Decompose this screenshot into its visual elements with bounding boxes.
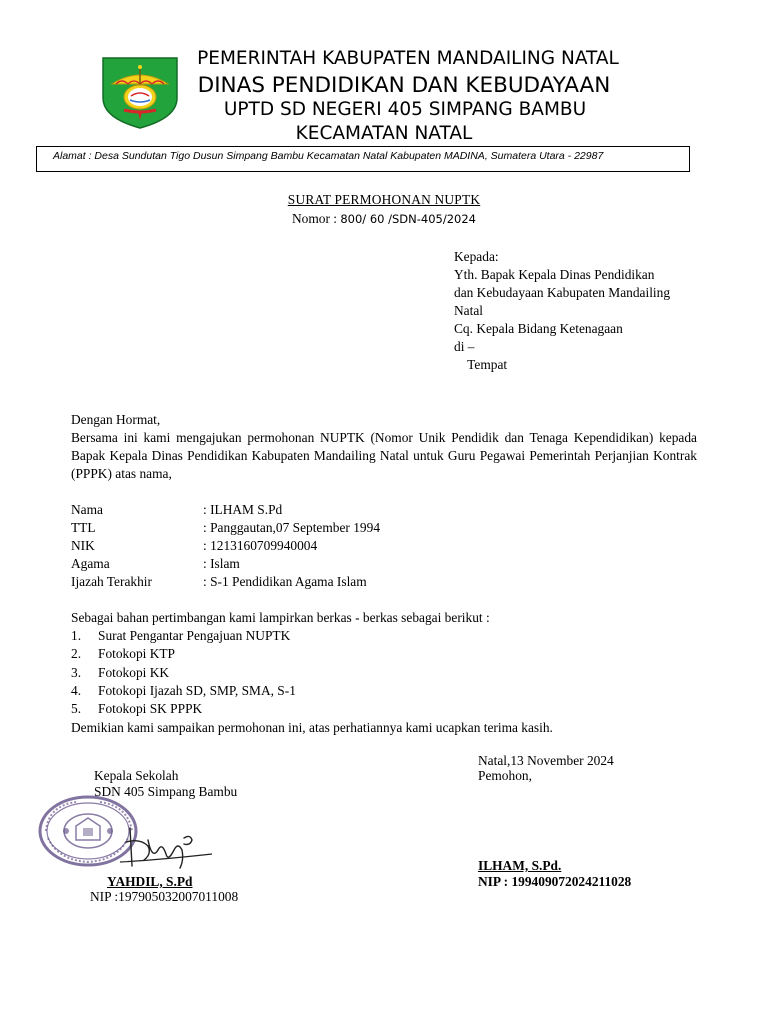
recipient-line: dan Kebudayaan Kabupaten Mandailing <box>454 285 671 300</box>
attachment-number: 2. <box>71 646 82 661</box>
mandailing-natal-emblem-logo <box>100 52 180 130</box>
recipient-line: Kepada: <box>454 249 499 264</box>
identity-value: : Panggautan,07 September 1994 <box>203 520 381 535</box>
letter-number-label: Nomor : <box>291 211 341 226</box>
attachments-intro: Sebagai bahan pertimbangan kami lampirkan berkas - berkas sebagai berikut : <box>71 610 490 625</box>
salutation: Dengan Hormat, <box>71 412 161 427</box>
letterhead-school: UPTD SD NEGERI 405 SIMPANG BAMBU <box>223 99 587 120</box>
attachment-text: Fotokopi SK PPPK <box>98 701 203 716</box>
applicant-name: ILHAM, S.Pd. <box>478 858 562 873</box>
attachment-item <box>71 645 176 663</box>
recipient-line: Yth. Bapak Kepala Dinas Pendidikan <box>454 267 655 282</box>
identity-value: : 1213160709940004 <box>203 538 318 553</box>
attachment-text: Fotokopi Ijazah SD, SMP, SMA, S-1 <box>98 683 296 698</box>
identity-value: : S-1 Pendidikan Agama Islam <box>203 574 367 589</box>
identity-row-nik <box>71 537 318 555</box>
attachment-number: 4. <box>71 683 82 698</box>
letterhead-government: PEMERINTAH KABUPATEN MANDAILING NATAL <box>197 48 619 69</box>
headmaster-nip: NIP :197905032007011008 <box>90 889 239 904</box>
attachment-item <box>71 682 296 700</box>
address-box <box>36 146 690 172</box>
applicant-nip: NIP : 199409072024211028 <box>478 874 632 889</box>
address-text: Alamat : Desa Sundutan Tigo Dusun Simpang Bambu Kecamatan Natal Kabupaten MADINA, Sumatera Utara - 22987 <box>53 150 604 162</box>
attachment-text: Fotokopi KTP <box>98 646 176 661</box>
recipient-line: di – <box>454 339 475 354</box>
closing-sentence: Demikian kami sampaikan permohonan ini, atas perhatiannya kami ucapkan terima kasih. <box>71 720 553 735</box>
attachment-number: 5. <box>71 701 82 716</box>
school-name: SDN 405 Simpang Bambu <box>94 784 238 799</box>
attachment-text: Surat Pengantar Pengajuan NUPTK <box>98 628 291 643</box>
recipient-line: Natal <box>454 303 483 318</box>
attachment-number: 3. <box>71 665 82 680</box>
identity-row-ttl <box>71 519 381 537</box>
identity-row-name <box>71 501 283 519</box>
identity-label: Ijazah Terakhir <box>71 574 152 589</box>
letterhead-agency: DINAS PENDIDIKAN DAN KEBUDAYAAN <box>197 73 611 98</box>
place-date: Natal,13 November 2024 <box>478 753 614 768</box>
identity-label: Agama <box>71 556 110 571</box>
identity-row-education <box>71 573 367 591</box>
identity-value: : ILHAM S.Pd <box>203 502 283 517</box>
recipient-line: Cq. Kepala Bidang Ketenagaan <box>454 321 623 336</box>
letter-number <box>0 211 768 227</box>
identity-value: : Islam <box>203 556 240 571</box>
attachment-item <box>71 700 203 718</box>
identity-row-religion <box>71 555 240 573</box>
attachment-item <box>71 627 291 645</box>
headmaster-signature <box>118 820 214 874</box>
identity-label: Nama <box>71 502 103 517</box>
recipient-block <box>454 248 670 374</box>
headmaster-name: YAHDIL, S.Pd <box>107 874 193 889</box>
headmaster-label: Kepala Sekolah <box>94 768 179 783</box>
identity-label: NIK <box>71 538 95 553</box>
attachment-item <box>71 664 170 682</box>
letter-title: SURAT PERMOHONAN NUPTK <box>287 192 481 207</box>
applicant-label: Pemohon, <box>478 768 532 783</box>
identity-label: TTL <box>71 520 96 535</box>
recipient-line: Tempat <box>454 357 508 372</box>
body-paragraph: Bersama ini kami mengajukan permohonan NUPTK (Nomor Unik Pendidik dan Tenaga Kependidikan) kepada Bapak Kepala Dinas Pendidikan Kabupaten Mandailing Natal untuk Guru Pegawai Pemerintah Perjanjian Kontrak (PPPK) atas nama, <box>71 430 697 481</box>
letter-number-value: 800/ 60 /SDN-405/2024 <box>340 212 476 226</box>
attachment-text: Fotokopi KK <box>98 665 170 680</box>
letterhead-district: KECAMATAN NATAL <box>295 123 473 144</box>
attachment-number: 1. <box>71 628 82 643</box>
